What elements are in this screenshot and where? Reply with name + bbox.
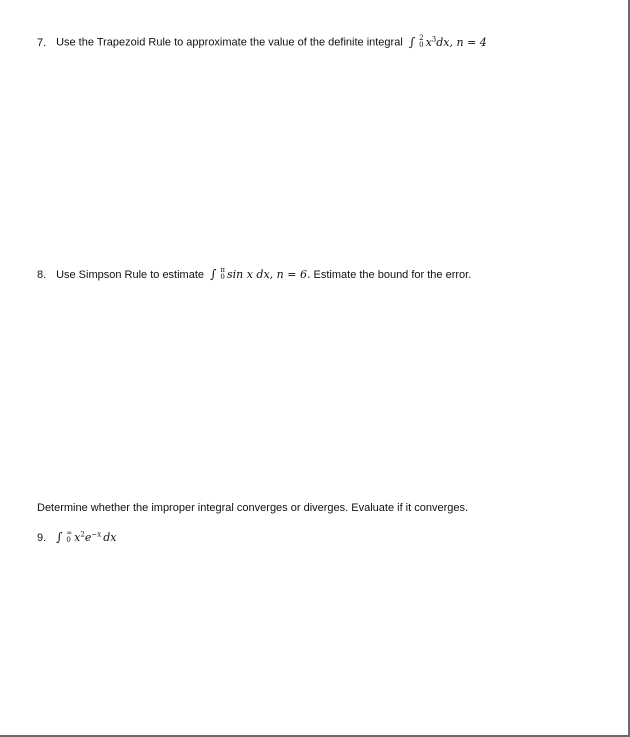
integral-expression (210, 266, 313, 282)
integral-sign: ∫ (56, 529, 63, 544)
integral-expression (56, 528, 117, 544)
upper-limit: π (220, 266, 225, 275)
integrand-exponent: 3 (431, 35, 437, 43)
lower-limit: 0 (220, 273, 225, 282)
integrand-base: x (425, 35, 432, 49)
upper-limit: ∞ (66, 528, 73, 537)
differential: dx (436, 35, 450, 49)
lower-limit: 0 (66, 535, 71, 544)
problem-number: 9. (37, 531, 47, 544)
differential: dx (103, 530, 117, 544)
integrand-x-exponent: 2 (80, 530, 85, 538)
problem-number: 8. (37, 269, 47, 281)
integral-sign: ∫ (210, 267, 217, 281)
problem-text: Use the Trapezoid Rule to approximate the value of the definite integral (56, 36, 403, 49)
problem-7 (37, 32, 487, 50)
integral-limits (220, 267, 225, 281)
integrand: sin x dx (226, 268, 270, 281)
integral-expression (408, 33, 487, 49)
problem-number: 7. (37, 36, 47, 49)
problem-8 (37, 267, 471, 282)
integral-limits (419, 35, 423, 49)
integral-limits (66, 530, 72, 544)
section-heading: Determine whether the improper integral converges or diverges. Evaluate if it converges. (37, 502, 469, 514)
problem-text: Use Simpson Rule to estimate (56, 269, 205, 281)
params: , n = 4 (449, 35, 487, 49)
integral-sign: ∫ (408, 34, 416, 49)
upper-limit: 2 (419, 33, 424, 42)
problem-text-after: Estimate the bound for the error. (313, 269, 472, 281)
integrand-e: e (84, 530, 92, 544)
lower-limit: 0 (419, 40, 424, 49)
problem-9 (37, 527, 116, 545)
params: , n = 6. (269, 268, 311, 281)
integrand-x: x (74, 530, 81, 544)
integrand-e-exponent: −x (91, 530, 102, 538)
